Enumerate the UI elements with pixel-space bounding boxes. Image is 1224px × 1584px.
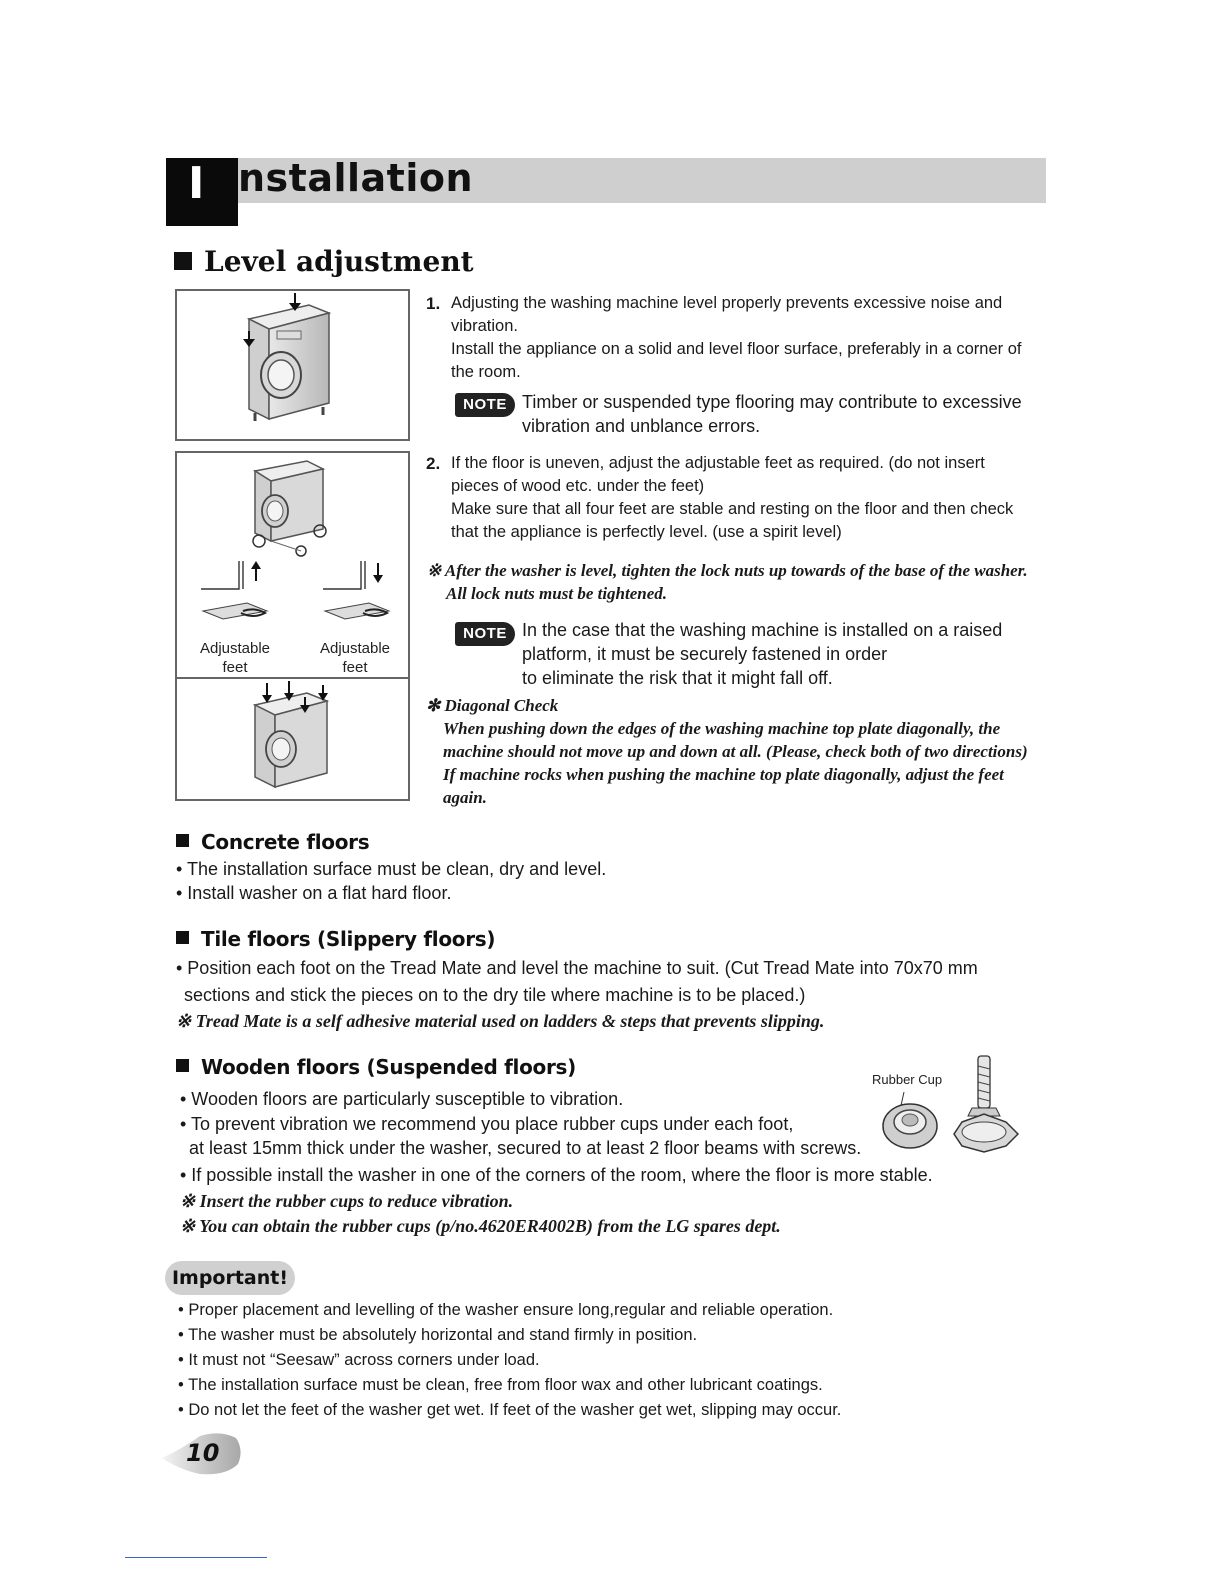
- section-title: Level adjustment: [174, 244, 474, 280]
- lock-nut-note: ※ After the washer is level, tighten the lock nuts up towards of the base of the washer. All lock nuts must be tightened.: [427, 561, 1028, 603]
- important-bullet-5: • Do not let the feet of the washer get wet. If feet of the washer get wet, slipping may occur.: [178, 1401, 842, 1419]
- diagonal-check: ✻ Diagonal Check When pushing down the edges of the washing machine top plate diagonally, the machine should not move up and down at all. (Please, check both of two directions) If machine rocks when pushing the machine top plate diagonally, adjust the feet again.: [426, 694, 1056, 809]
- wooden-bullet-1: • Wooden floors are particularly susceptible to vibration.: [180, 1089, 624, 1109]
- step-1-text: Adjusting the washing machine level properly prevents excessive noise and vibration. Install the appliance on a solid and level floor surface, preferably in a corner of the room.: [451, 294, 1022, 381]
- step-2-number: 2.: [426, 454, 441, 473]
- adjustable-feet-label-right: Adjustable feet: [319, 640, 391, 676]
- square-bullet-icon: [176, 1059, 189, 1072]
- wooden-bullet-2: • To prevent vibration we recommend you place rubber cups under each foot,: [180, 1114, 794, 1134]
- tile-note: ※ Tread Mate is a self adhesive material used on ladders & steps that prevents slipping.: [176, 1011, 825, 1031]
- important-badge: Important!: [165, 1261, 295, 1295]
- header-initial-letter: I: [188, 158, 205, 209]
- square-bullet-icon: [176, 931, 189, 944]
- concrete-bullet-1: • The installation surface must be clean, dry and level.: [176, 859, 607, 879]
- note-badge: NOTE: [455, 393, 515, 417]
- concrete-bullet-2: • Install washer on a flat hard floor.: [176, 883, 452, 903]
- wooden-floors-heading: Wooden floors (Suspended floors): [176, 1054, 576, 1080]
- wooden-note-1: ※ Insert the rubber cups to reduce vibration.: [180, 1191, 514, 1211]
- figure-adjustable-feet: [175, 451, 410, 801]
- note-1-text: Timber or suspended type flooring may contribute to excessive vibration and unblance errors.: [522, 392, 1022, 436]
- rubber-cup-label: Rubber Cup: [872, 1072, 943, 1087]
- note-2-text: In the case that the washing machine is installed on a raised platform, it must be securely fastened in order to eliminate the risk that it might fall off.: [522, 620, 1003, 688]
- step-2-text: If the floor is uneven, adjust the adjustable feet as required. (do not insert pieces of wood etc. under the feet) Make sure that all four feet are stable and resting on the floor and then check that the appliance is perfectly level. (use a spirit level): [451, 454, 1014, 541]
- note-badge-2: NOTE: [455, 622, 515, 646]
- wooden-bullet-2-cont: at least 15mm thick under the washer, secured to at least 2 floor beams with screws.: [189, 1138, 862, 1158]
- page-number: 10: [186, 1439, 220, 1467]
- wooden-note-2: ※ You can obtain the rubber cups (p/no.4620ER4002B) from the LG spares dept.: [180, 1216, 781, 1236]
- page-title: nstallation: [238, 156, 474, 200]
- tile-text: • Position each foot on the Tread Mate and level the machine to suit. (Cut Tread Mate into 70x70 mm sections and stick the pieces on to the dry tile where machine is to be placed.): [176, 958, 978, 1005]
- rubber-cup-icon: [880, 1052, 1030, 1156]
- footer-line: [125, 1557, 267, 1558]
- important-bullet-3: • It must not “Seesaw” across corners under load.: [178, 1351, 540, 1369]
- tile-floors-heading: Tile floors (Slippery floors): [176, 926, 495, 952]
- washer-illustration-icon: [177, 291, 408, 439]
- diagonal-check-illustration-icon: [177, 679, 408, 801]
- important-bullet-2: • The washer must be absolutely horizontal and stand firmly in position.: [178, 1326, 698, 1344]
- adjustable-feet-label-left: Adjustable feet: [199, 640, 271, 676]
- concrete-floors-heading: Concrete floors: [176, 829, 369, 855]
- important-bullet-1: • Proper placement and levelling of the washer ensure long,regular and reliable operation.: [178, 1301, 834, 1319]
- wooden-bullet-3: • If possible install the washer in one of the corners of the room, where the floor is more stable.: [180, 1165, 933, 1185]
- important-bullet-4: • The installation surface must be clean, free from floor wax and other lubricant coatings.: [178, 1376, 823, 1394]
- figure-washer-level: [175, 289, 410, 441]
- square-bullet-icon: [174, 252, 192, 270]
- diagonal-check-title: ✻ Diagonal Check: [426, 696, 559, 715]
- step-1-number: 1.: [426, 294, 441, 313]
- square-bullet-icon: [176, 834, 189, 847]
